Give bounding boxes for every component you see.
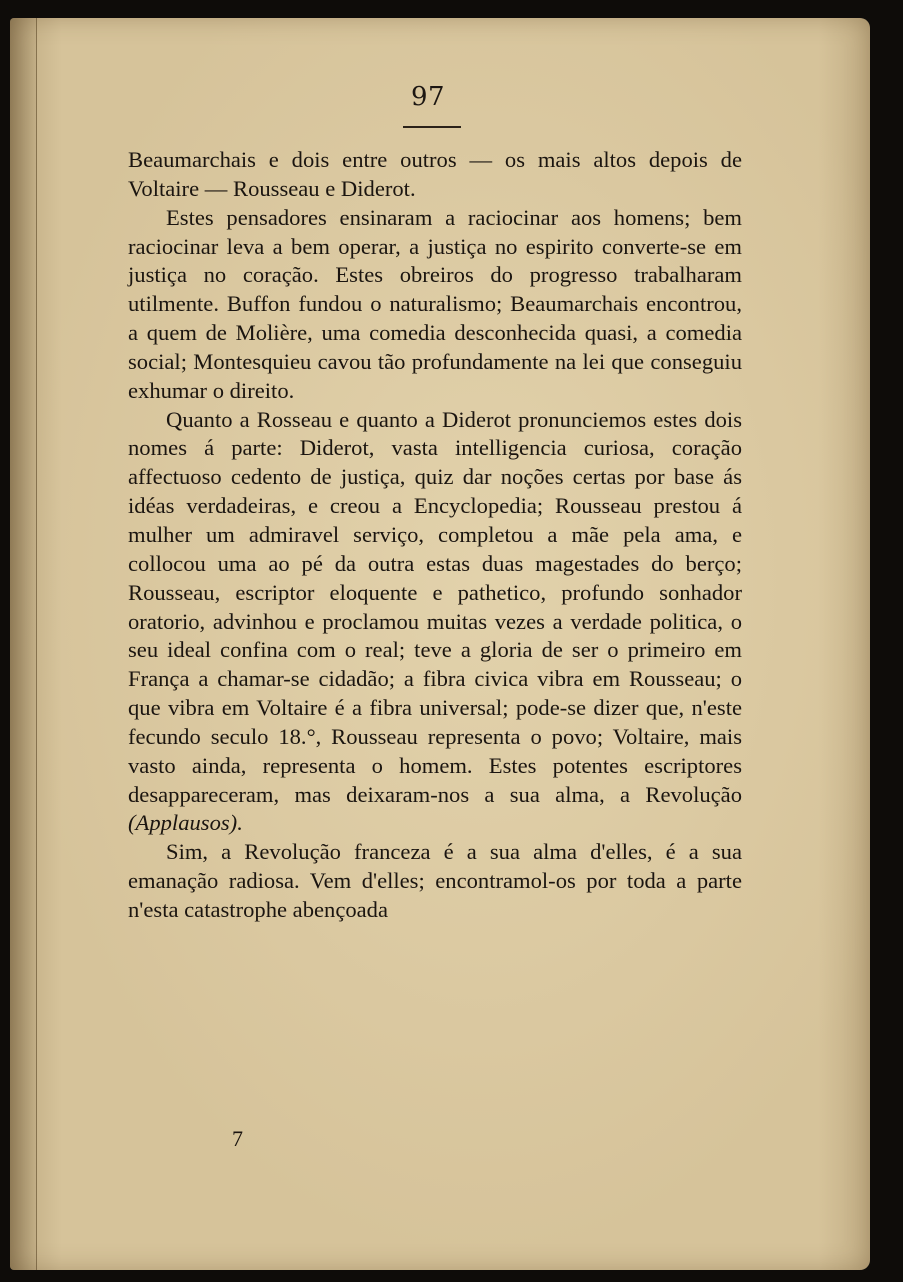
- paragraph-4: Sim, a Revolução franceza é a sua alma d'elles, é a sua emanação radiosa. Vem d'elles; encontramol-os por toda a parte n'esta catastrophe abençoada: [128, 839, 742, 922]
- paragraph-3: [128, 406, 742, 839]
- body-text: [128, 146, 742, 925]
- header-rule: [403, 126, 461, 128]
- paragraph-2: Estes pensadores ensinaram a raciocinar aos homens; bem raciocinar leva a bem operar, a justiça no espirito converte-se em justiça no coração. Estes obreiros do progresso trabalharam utilmente. Buffon fundou o naturalismo; Beaumarchais encontrou, a quem de Molière, uma comedia desconhecida quasi, a comedia social; Montesquieu cavou tão profundamente na lei que conseguiu exhumar o direito.: [128, 204, 742, 403]
- paragraph-1: Beaumarchais e dois entre outros — os mais altos depois de Voltaire — Rousseau e Diderot.: [128, 147, 742, 201]
- signature-mark: 7: [232, 1126, 243, 1151]
- book-page: [10, 18, 870, 1270]
- applause-note: (Applausos).: [128, 810, 243, 836]
- page-number: 97: [410, 82, 446, 112]
- paragraph-3-text: Quanto a Rosseau e quanto a Diderot pronunciemos estes dois nomes á parte: Diderot, vasta intelligencia curiosa, coração affectuoso cedento de justiça, quiz dar noções certas por base ás idéas verdadeiras, e creou a Encyclopedia; Rousseau prestou á mulher um admiravel serviço, completou a mãe pela ama, e collocou uma ao pé da outra estas duas magestades do berço; Rousseau, escriptor eloquente e pathetico, profundo sonhador oratorio, advinhou e proclamou muitas vezes a verdade politica, o seu ideal confina com o real; teve a gloria de ser o primeiro em França a chamar-se cidadão; a fibra civica vibra em Rousseau; o que vibra em Voltaire é a fibra universal; pode-se dizer que, n'este fecundo seculo 18.°, Rousseau representa o povo; Voltaire, mais vasto ainda, representa o homem. Estes potentes escriptores desappareceram, mas deixaram-nos a sua alma, a Revolução: [128, 406, 742, 807]
- page-spine-edge: [10, 18, 37, 1270]
